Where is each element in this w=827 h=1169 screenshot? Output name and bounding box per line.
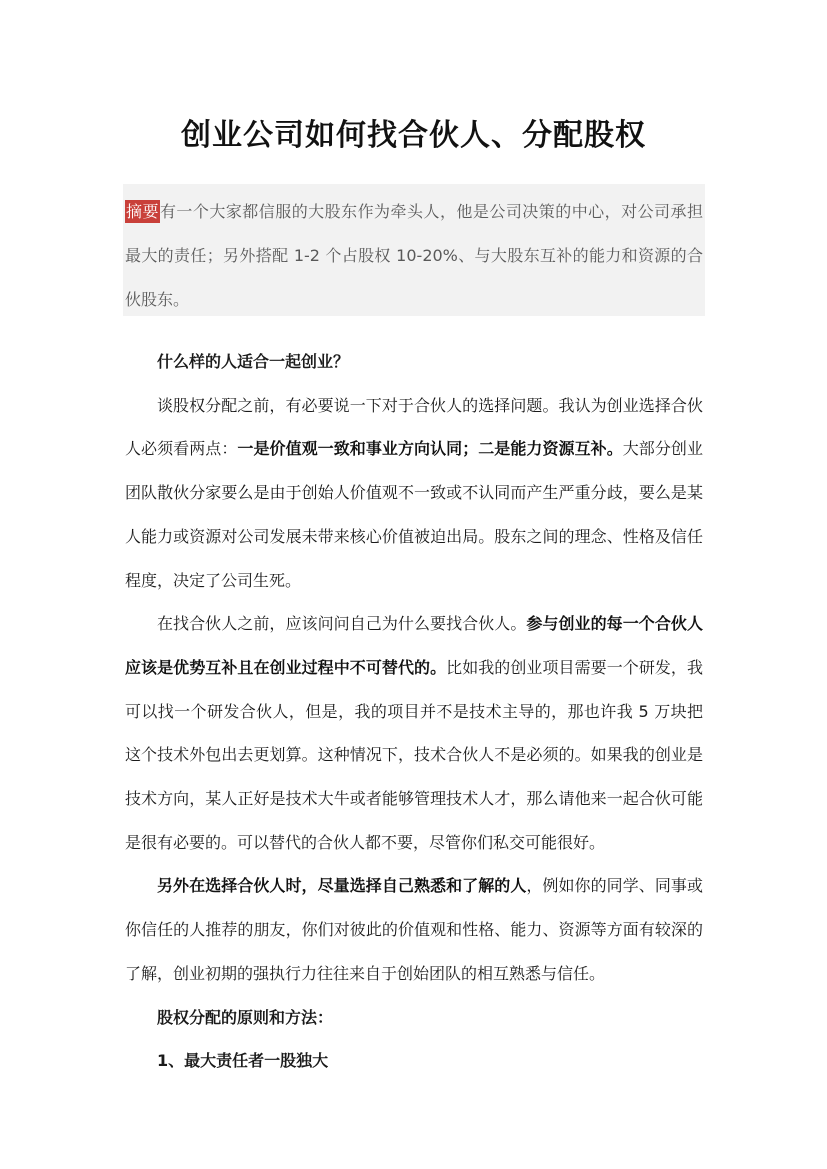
document-body xyxy=(125,340,703,1083)
paragraph-why-partner xyxy=(125,602,703,864)
paragraph-familiar-partner xyxy=(125,864,703,995)
abstract-text: 有一个大家都信服的大股东作为牵头人，他是公司决策的中心，对公司承担最大的责任；另外搭配 1-2 个占股权 10-20%、与大股东互补的能力和资源的合伙股东。 xyxy=(125,202,703,309)
paragraph-text: 大部分创业团队散伙分家要么是由于创始人价值观不一致或不认同而产生严重分歧，要么是某人能力或资源对公司发展未带来核心价值被迫出局。股东之间的理念、性格及信任程度，决定了公司生死。 xyxy=(125,439,703,590)
paragraph-emphasis: 参与创业的每一个合伙人应该是优势互补且在创业过程中不可替代的。 xyxy=(125,614,703,677)
paragraph-partner-criteria xyxy=(125,384,703,603)
paragraph-emphasis: 另外在选择合伙人时，尽量选择自己熟悉和了解的人 xyxy=(157,876,527,896)
paragraph-emphasis: 一是价值观一致和事业方向认同；二是能力资源互补。 xyxy=(237,439,623,459)
document-title: 创业公司如何找合伙人、分配股权 xyxy=(181,118,646,153)
abstract-box xyxy=(123,184,705,316)
paragraph-text: 比如我的创业项目需要一个研发，我可以找一个研发合伙人，但是，我的项目并不是技术主导的，那也许我 5 万块把这个技术外包出去更划算。这种情况下，技术合伙人不是必须的。如果我的创业是技术方向，某人正好是技术大牛或者能够管理技术人才，那么请他来一起合伙可能是很有必要的。可以替代的合伙人都不要，尽管你们私交可能很好。 xyxy=(125,657,703,852)
section-heading-partner-choice: 什么样的人适合一起创业？ xyxy=(157,352,350,371)
paragraph-text: 在找合伙人之前，应该问问自己为什么要找合伙人。 xyxy=(157,614,527,634)
paragraph-text: 谈股权分配之前，有必要说一下对于合伙人的选择问题。我认为创业选择合伙人必须看两点： xyxy=(125,395,703,459)
abstract-tag: 摘要 xyxy=(126,202,159,221)
paragraph-text: ，例如你的同学、同事或你信任的人推荐的朋友，你们对彼此的价值观和性格、能力、资源等方面有较深的了解，创业初期的强执行力往往来自于创始团队的相互熟悉与信任。 xyxy=(125,876,703,983)
section-heading-largest-responsibility: 1、最大责任者一股独大 xyxy=(157,1051,329,1071)
section-heading-equity-principles: 股权分配的原则和方法： xyxy=(157,1007,334,1027)
